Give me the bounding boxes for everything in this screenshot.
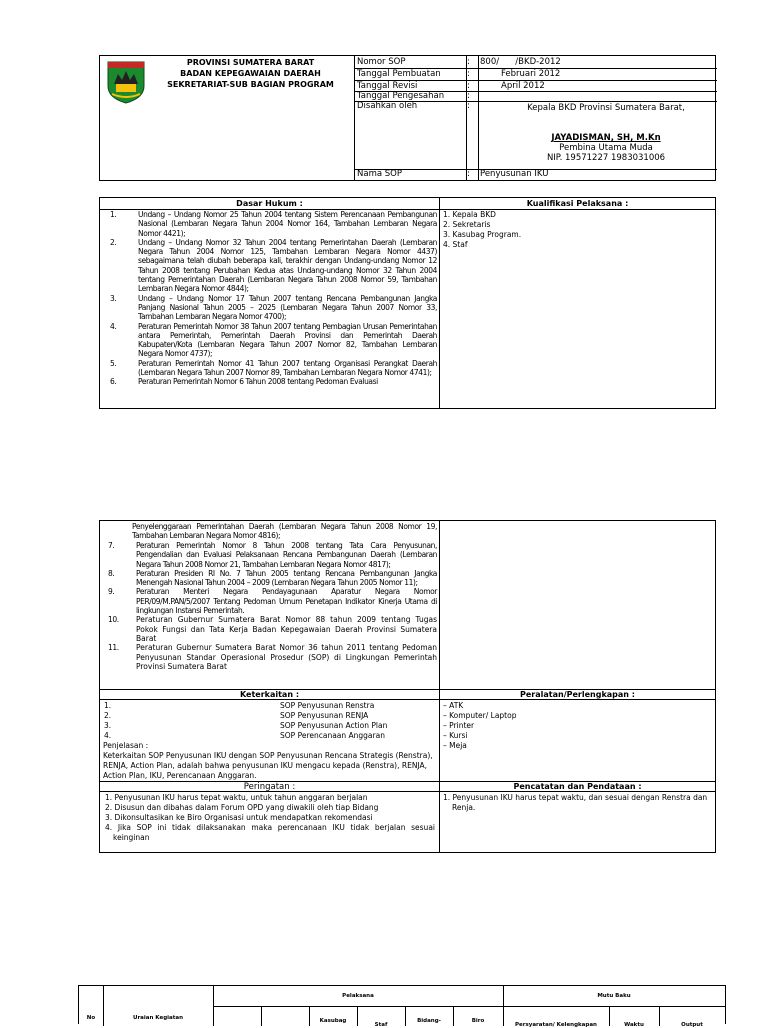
- peringatan-list: [105, 793, 435, 843]
- list-item: 5. Peraturan Pemerintah Nomor 41 Tahun 2007 tentang Organisasi Perangkat Daerah (Lembaran Negara Tahun 2007 Nomor 89, Tambahan Lembaran Negara Nomor 4741);: [110, 358, 437, 378]
- colon: :: [467, 81, 470, 91]
- list-item: 11. Peraturan Gubernur Sumatera Barat Nomor 36 tahun 2011 tentang Pedoman Penyusunan Standar Operasional Prosedur (SOP) di Lingkungan Pemerintah Provinsi Sumatera Barat: [108, 643, 437, 671]
- pencatatan-title: Pencatatan dan Pendataan :: [513, 782, 642, 791]
- activity-table: [78, 985, 726, 1028]
- tanggal-pengesahan-label: Tanggal Pengesahan: [357, 91, 445, 101]
- list-item: 2. SOP Penyusunan RENJA: [104, 711, 369, 720]
- col-kasubag: Kasubag: [319, 1018, 347, 1024]
- col-no: No: [86, 1015, 96, 1021]
- list-item: 3. Dikonsultasikan ke Biro Organisasi untuk mendapatkan rekomendasi: [105, 813, 373, 822]
- agency-name: BADAN KEPEGAWAIAN DAERAH: [180, 69, 321, 78]
- colon: :: [467, 91, 470, 101]
- dasar-hukum-list-continued: [102, 541, 437, 671]
- list-item: 7. Peraturan Pemerintah Nomor 8 Tahun 2008 tentang Tata Cara Penyusunan, Pengendalian dan Evaluasi Pelaksanaan Rencana Pembangunan Daerah (Lembaran Negara Tahun 2008 Nomor 21, Tambahan Lembaran Negara Nomor 4817);: [108, 541, 437, 569]
- keterkaitan-explanation: [103, 741, 437, 781]
- nama-sop-label: Nama SOP: [357, 169, 402, 179]
- list-item: 1. SOP Penyusunan Renstra: [104, 701, 375, 710]
- list-item: 3. SOP Penyusunan Action Plan: [104, 721, 388, 730]
- col-output: Output: [681, 1022, 703, 1028]
- colon: :: [467, 169, 470, 179]
- list-item: 3. Kasubag Program.: [443, 230, 522, 239]
- list-item: 2. Undang – Undang Nomor 32 Tahun 2004 tentang Pemerintahan Daerah (Lembaran Negara Tahun 2004 Nomor 125, Tambahan Lembaran Negara Nomor 4437) sebagaimana telah diubah beberapa kali, terakhir dengan Undang-undang Nomor 12 Tahun 2008 tentang Perubahan Kedua atas Undang-undang Nomor 32 Tahun 2004 tentang Pemerintahan Daerah (Lembaran Negara Tahun 2008 Nomor 59, Tambahan Lembaran Negara Nomor 4844);: [110, 237, 437, 294]
- list-item: 4. Peraturan Pemerintah Nomor 38 Tahun 2007 tentang Pembagian Urusan Pemerintahan antara Pemerintah, Pemerintah Daerah Provinsi dan Pemerintah Daerah Kabupaten/Kota (Lembaran Negara Tahun 2007 Nomor 82, Tambahan Lembaran Negara Nomor 4737);: [110, 321, 437, 359]
- disahkan-oleh-label: Disahkan oleh: [357, 101, 418, 111]
- nomor-sop-value: 800/ /BKD-2012: [480, 57, 561, 67]
- nama-sop-value: Penyusunan IKU: [480, 169, 549, 179]
- kualifikasi-title: Kualifikasi Pelaksana :: [526, 199, 629, 208]
- list-item: 1. Undang – Undang Nomor 25 Tahun 2004 tentang Sistem Perencanaan Pembangunan Nasional (Lembaran Negara Tahun 2004 Nomor 164, Tambahan Lembaran Negara Nomor 4421);: [110, 210, 437, 238]
- dasar-hukum-table: [99, 197, 716, 409]
- signer-name: JAYADISMAN, SH, M.Kn: [551, 133, 661, 143]
- sop-detail-table: [99, 520, 716, 853]
- list-item: – Printer: [443, 721, 475, 730]
- list-item: 1. Kepala BKD: [443, 210, 496, 219]
- province-logo-icon: [106, 60, 146, 104]
- col-biro: Biro: [471, 1018, 485, 1024]
- list-item: – Komputer/ Laptop: [443, 711, 517, 720]
- list-item: 6. Peraturan Pemerintah Nomor 6 Tahun 2008 tentang Pedoman Evaluasi: [110, 377, 378, 387]
- dasar-hukum-list: [102, 210, 437, 387]
- signer-rank: Pembina Utama Muda: [559, 143, 653, 153]
- colon: :: [467, 69, 470, 79]
- tanggal-pembuatan-value: Februari 2012: [501, 69, 561, 79]
- col-persyaratan: Persyaratan/ Kelengkapan: [515, 1022, 597, 1028]
- list-item: 2. Sekretaris: [443, 220, 491, 229]
- sop-header: [99, 55, 716, 181]
- list-item: 1. Penyusunan IKU harus tepat waktu, untuk tahun anggaran berjalan: [105, 793, 368, 802]
- list-item: 4. Jika SOP ini tidak dilaksanakan maka perencanaan IKU tidak berjalan sesuai keinginan: [105, 823, 435, 842]
- tanggal-revisi-label: Tanggal Revisi: [357, 81, 418, 91]
- tanggal-pembuatan-label: Tanggal Pembuatan: [357, 69, 441, 79]
- col-uraian: Uraian Kegiatan: [132, 1015, 183, 1021]
- col-mutu-baku: Mutu Baku: [597, 993, 631, 999]
- dasar-hukum-title: Dasar Hukum :: [236, 199, 303, 208]
- nomor-sop-label: Nomor SOP: [357, 57, 406, 67]
- colon: :: [467, 57, 470, 67]
- keterkaitan-title: Keterkaitan :: [239, 690, 300, 699]
- col-bidang: Bidang-: [417, 1018, 441, 1024]
- list-item: – Kursi: [443, 731, 468, 740]
- col-pelaksana: Pelaksana: [342, 993, 374, 999]
- list-item: 10. Peraturan Gubernur Sumatera Barat Nomor 88 tahun 2009 tentang Tugas Pokok Fungsi dan Tata Kerja Badan Kepegawaian Daerah Provinsi Sumatera Barat: [108, 615, 437, 643]
- list-item: 8. Peraturan Presiden RI No. 7 Tahun 2005 tentang Rencana Pembangunan Jangka Menengah Nasional Tahun 2004 – 2009 (Lembaran Negara Tahun 2005 Nomor 11);: [108, 568, 437, 588]
- signature-block: [478, 103, 716, 163]
- kualifikasi-list: [443, 210, 521, 250]
- penjelasan-text: Keterkaitan SOP Penyusunan IKU dengan SOP Penyusunan Rencana Strategis (Renstra), RENJA, Action Plan, adalah bahwa penyusunan IKU mengacu kepada (Renstra), RENJA, Action Plan, IKU, Perencanaan Anggaran.: [103, 751, 433, 780]
- list-item: 2. Disusun dan dibahas dalam Forum OPD yang diwakili oleh tiap Bidang: [105, 803, 379, 812]
- col-staf: Staf: [374, 1022, 388, 1028]
- signer-nip: NIP. 19571227 1983031006: [546, 153, 666, 163]
- list-item: – ATK: [443, 701, 464, 710]
- penjelasan-label: Penjelasan :: [103, 741, 149, 750]
- pencatatan-list: [443, 793, 713, 813]
- dasar-hukum-continuation: Penyelenggaraan Pemerintahan Daerah (Lembaran Negara Tahun 2008 Nomor 19, Tambahan Lembaran Negara Nomor 4816);: [132, 522, 437, 541]
- peringatan-title: Peringatan :: [243, 782, 296, 792]
- keterkaitan-list: [104, 701, 434, 741]
- col-waktu: Waktu: [624, 1022, 644, 1028]
- list-item: 3. Undang – Undang Nomor 17 Tahun 2007 tentang Rencana Pembangunan Jangka Panjang Nasional Tahun 2005 – 2025 (Lembaran Negara Tahun 2007 Nomor 33, Tambahan Lembaran Negara Nomor 4700);: [110, 293, 437, 322]
- organization-title: [148, 57, 353, 90]
- province-name: PROVINSI SUMATERA BARAT: [186, 58, 315, 67]
- header-identity: [100, 56, 355, 180]
- signer-title: Kepala BKD Provinsi Sumatera Barat,: [527, 103, 685, 113]
- list-item: 9. Peraturan Menteri Negara Pendayagunaan Aparatur Negara Nomor PER/09/M.PAN/5/2007 Tentang Pedoman Umum Penetapan Indikator Kinerja Utama di lingkungan Instansi Pemerintah.: [108, 587, 437, 616]
- colon: :: [467, 101, 470, 111]
- peralatan-title: Peralatan/Perlengkapan :: [520, 690, 635, 699]
- list-item: 4. SOP Perencanaan Anggaran: [104, 731, 385, 740]
- list-item: – Meja: [443, 741, 467, 750]
- peralatan-list: [443, 701, 516, 751]
- unit-name: SEKRETARIAT-SUB BAGIAN PROGRAM: [167, 80, 334, 89]
- list-item: 4. Staf: [443, 240, 468, 249]
- list-item: 1. Penyusunan IKU harus tepat waktu, dan sesuai dengan Renstra dan Renja.: [443, 793, 708, 812]
- tanggal-revisi-value: April 2012: [501, 81, 545, 91]
